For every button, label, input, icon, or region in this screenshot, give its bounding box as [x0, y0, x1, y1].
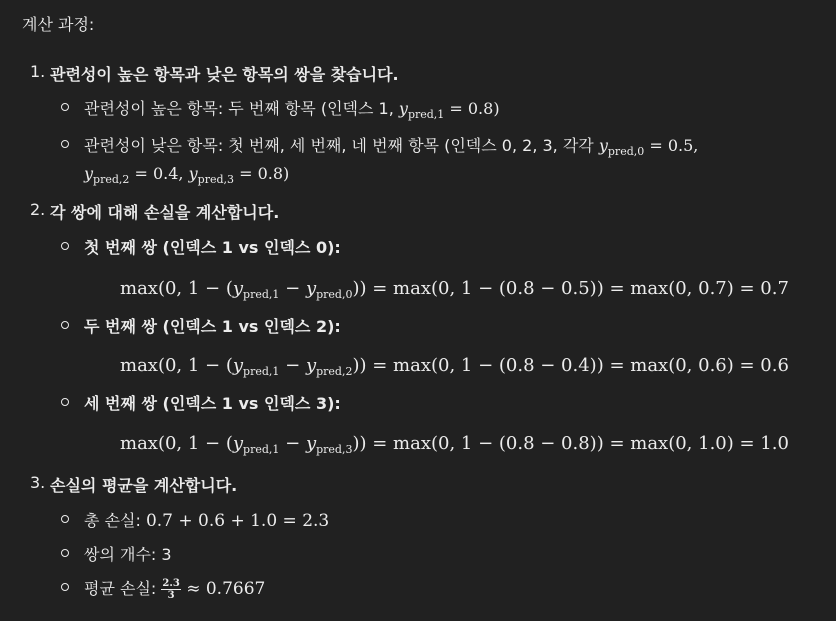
math-subscript: pred,2 — [93, 173, 130, 186]
bullet-icon — [61, 583, 69, 591]
equation — [120, 278, 789, 301]
bullet-icon — [61, 398, 69, 406]
math-var: y — [84, 164, 94, 183]
eq-text: − — [279, 433, 306, 454]
list-item — [84, 133, 698, 158]
math-subscript: pred,0 — [316, 288, 353, 301]
math-var: y — [232, 355, 244, 376]
math-value: = 0.8) — [234, 164, 290, 183]
step-title: 각 쌍에 대해 손실을 계산합니다. — [50, 203, 280, 222]
math-subscript: pred,1 — [243, 365, 280, 378]
pair-title: 세 번째 쌍 (인덱스 1 vs 인덱스 3): — [84, 394, 341, 413]
fraction — [161, 578, 180, 601]
equation — [120, 433, 789, 456]
high-relevance-label: 관련성이 높은 항목: 두 번째 항목 (인덱스 1, — [84, 99, 399, 118]
eq-text: )) = max(0, 1 − (0.8 − 0.5)) = max(0, 0.7) = 0.7 — [352, 278, 789, 299]
list-item — [84, 96, 500, 121]
total-loss-label: 총 손실: — [84, 511, 146, 530]
math-var: y — [232, 433, 244, 454]
bullet-icon — [61, 549, 69, 557]
math-subscript: pred,2 — [316, 365, 353, 378]
list-item — [84, 576, 265, 601]
average-loss-label: 평균 손실: — [84, 579, 162, 598]
eq-text: max(0, 1 − ( — [120, 278, 233, 299]
fraction-denominator: 3 — [167, 590, 175, 601]
eq-text: )) = max(0, 1 − (0.8 − 0.4)) = max(0, 0.6) = 0.6 — [352, 355, 789, 376]
fraction-numerator: 2.3 — [162, 578, 180, 589]
math-subscript: pred,1 — [407, 108, 445, 121]
eq-text: max(0, 1 − ( — [120, 355, 233, 376]
eq-text: − — [279, 355, 306, 376]
math-var: y — [305, 433, 317, 454]
math-var: y — [305, 278, 317, 299]
list-item: 쌍의 개수: 3 — [84, 545, 172, 564]
step-number: 1. — [30, 62, 46, 81]
low-relevance-label: 관련성이 낮은 항목: 첫 번째, 세 번째, 네 번째 항목 (인덱스 0, 2, 3, 각각 — [84, 136, 599, 155]
math-var: y — [598, 136, 608, 155]
math-var: y — [305, 355, 317, 376]
math-var: y — [398, 99, 408, 118]
math-var: y — [232, 278, 244, 299]
math-value: = 0.8) — [444, 99, 500, 118]
step-number: 3. — [30, 473, 46, 492]
math-subscript: pred,0 — [607, 145, 645, 158]
average-loss-result: ≈ 0.7667 — [180, 579, 266, 599]
eq-text: )) = max(0, 1 − (0.8 − 0.8)) = max(0, 1.0) = 1.0 — [352, 433, 789, 454]
list-item — [84, 508, 329, 531]
math-subscript: pred,1 — [243, 288, 280, 301]
eq-text: max(0, 1 − ( — [120, 433, 233, 454]
math-value: = 0.5, — [644, 136, 699, 155]
section-heading: 계산 과정: — [22, 15, 95, 34]
math-var: y — [188, 164, 198, 183]
bullet-icon — [61, 140, 69, 148]
bullet-icon — [61, 103, 69, 111]
step-title: 관련성이 높은 항목과 낮은 항목의 쌍을 찾습니다. — [50, 65, 399, 84]
bullet-icon — [61, 321, 69, 329]
list-item-continuation — [84, 164, 289, 186]
pair-title: 두 번째 쌍 (인덱스 1 vs 인덱스 2): — [84, 317, 341, 336]
bullet-icon — [61, 242, 69, 250]
total-loss-math: 0.7 + 0.6 + 1.0 = 2.3 — [145, 511, 330, 531]
math-subscript: pred,1 — [243, 443, 280, 456]
bullet-icon — [61, 515, 69, 523]
step-number: 2. — [30, 200, 46, 219]
math-value: = 0.4, — [129, 164, 189, 183]
pair-title: 첫 번째 쌍 (인덱스 1 vs 인덱스 0): — [84, 238, 341, 257]
equation — [120, 355, 789, 378]
math-subscript: pred,3 — [316, 443, 353, 456]
math-subscript: pred,3 — [197, 173, 235, 186]
step-title: 손실의 평균을 계산합니다. — [50, 476, 238, 495]
eq-text: − — [279, 278, 306, 299]
